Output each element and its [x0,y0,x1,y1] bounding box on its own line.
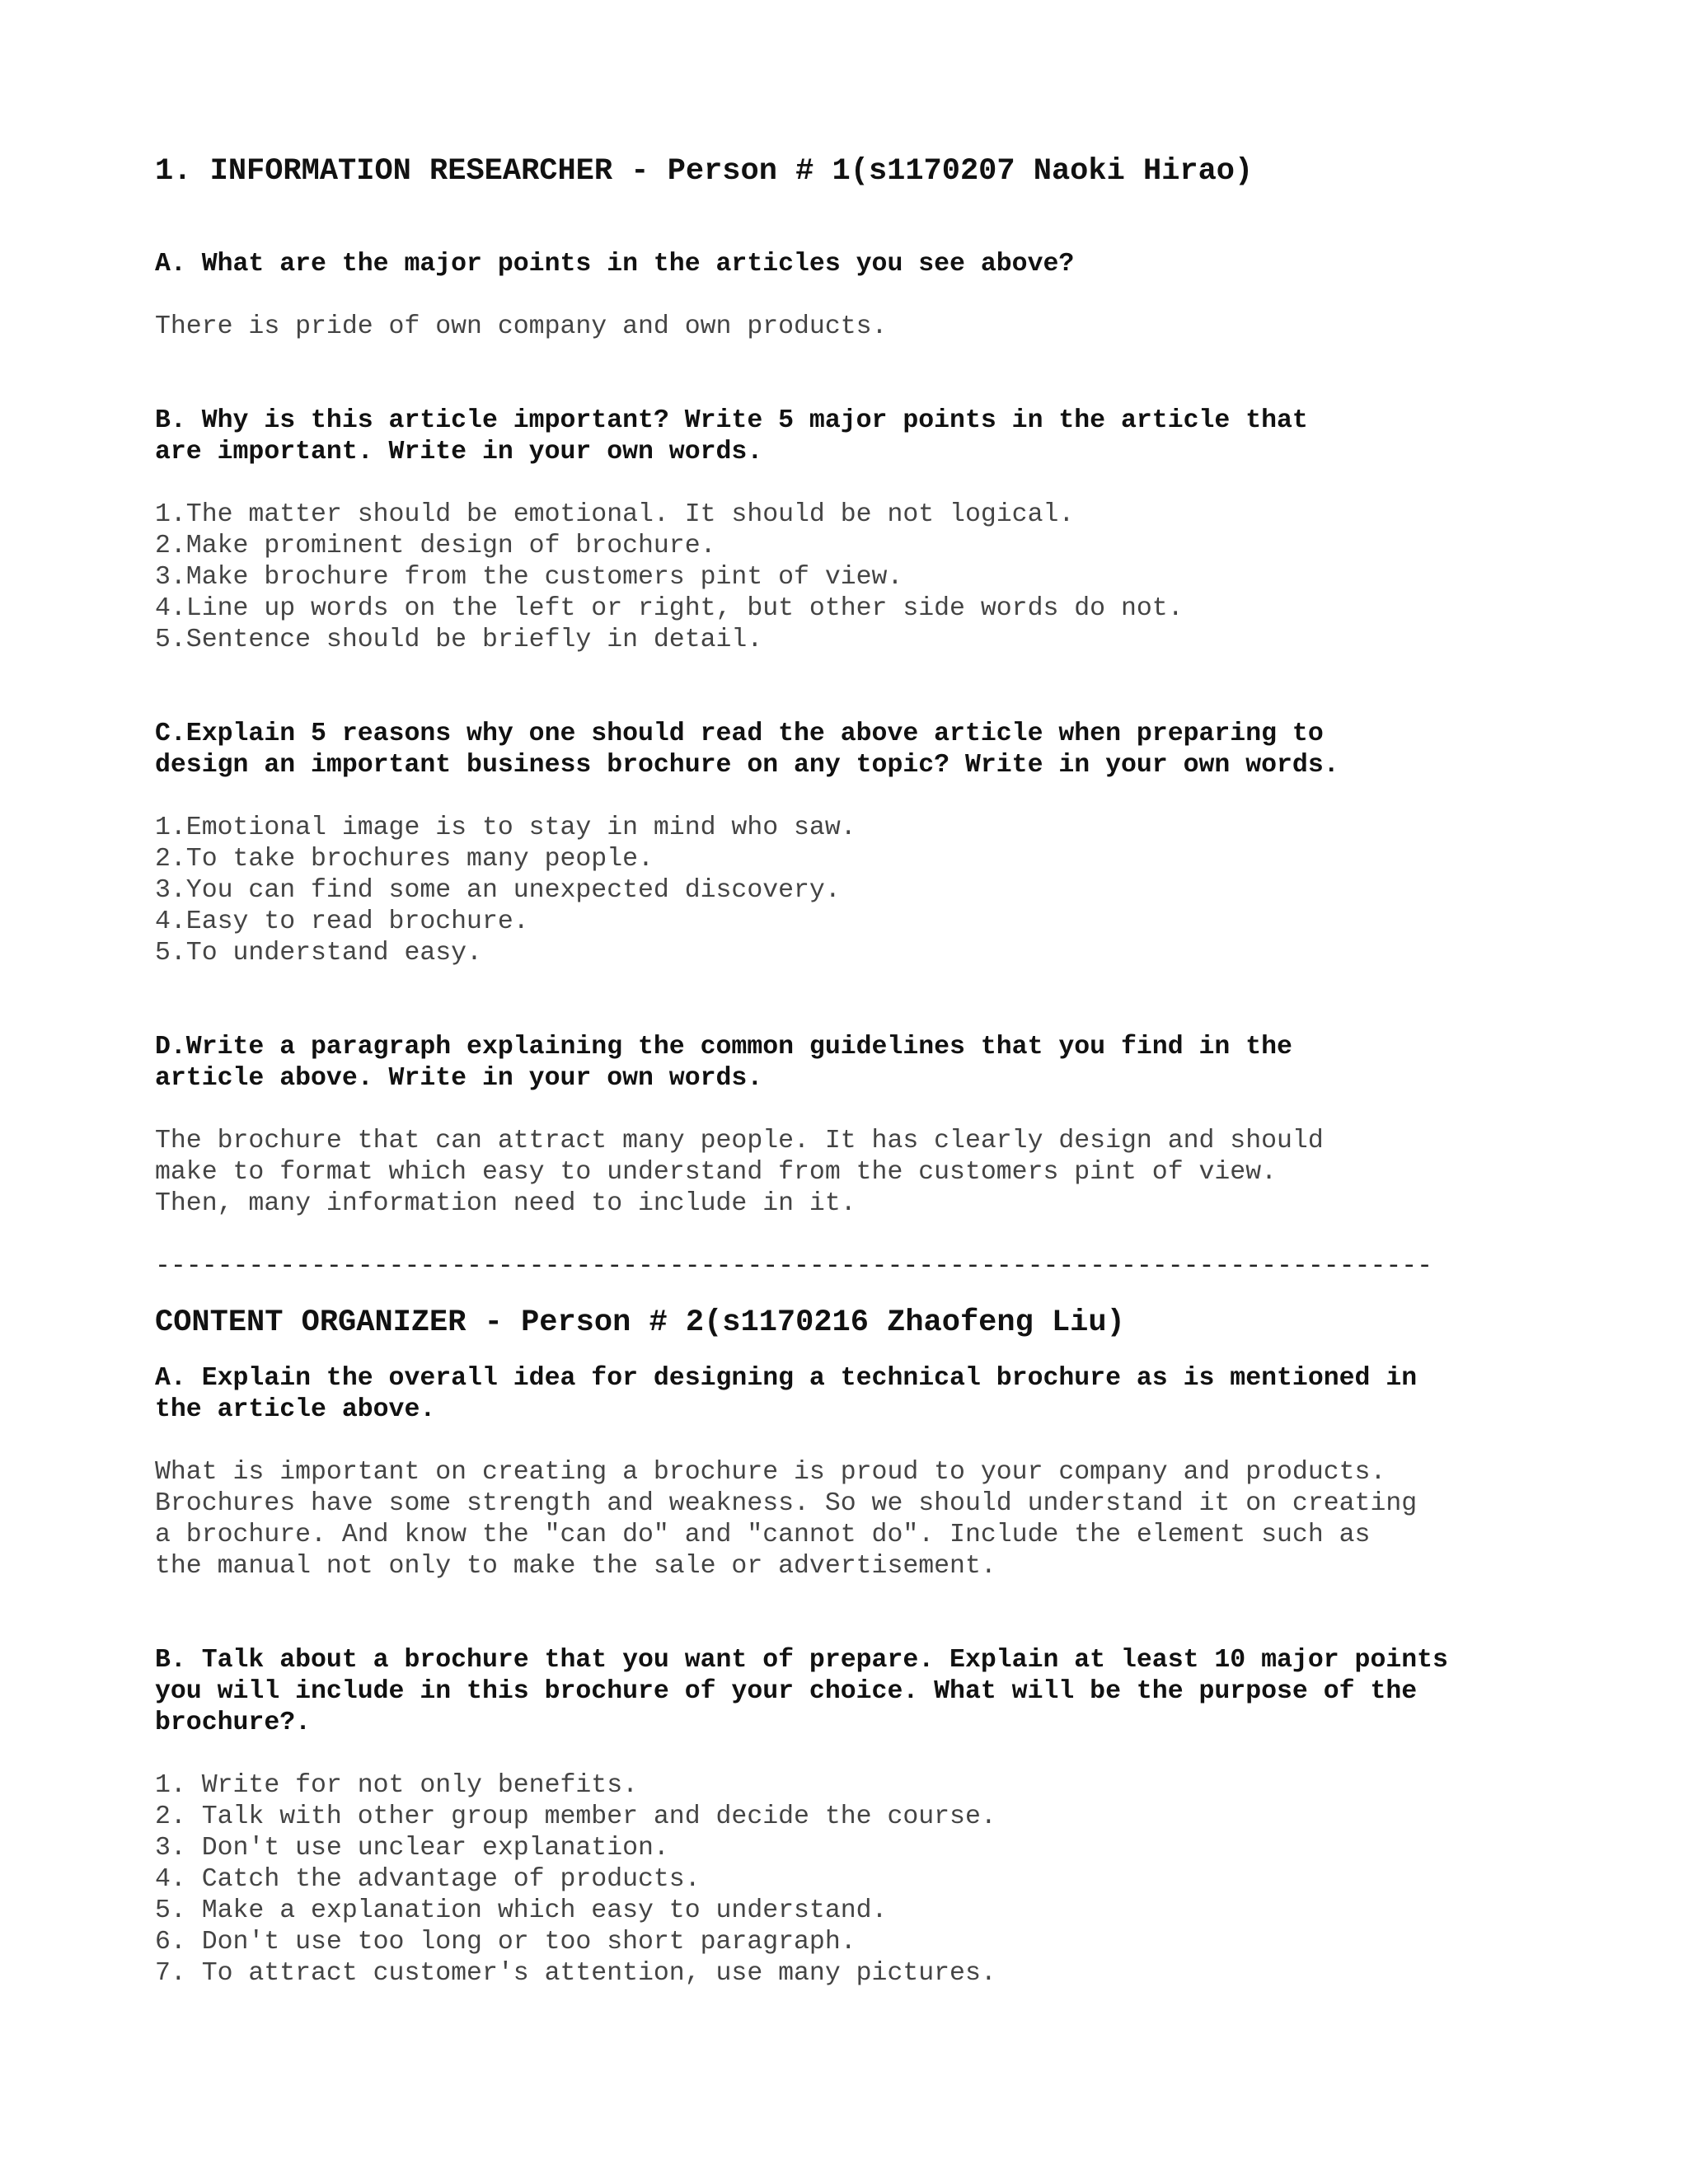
section-divider: ---------------------------------------------------------------------------------- [155,1252,1433,1281]
answer-line: There is pride of own company and own products. [155,312,888,341]
list-item: 1.Emotional image is to stay in mind who saw. [155,813,856,842]
list-item: 3. Don't use unclear explanation. [155,1834,669,1863]
question-line: are important. Write in your own words. [155,438,763,466]
answer-1b [155,499,1639,656]
question-line: article above. Write in your own words. [155,1064,763,1093]
list-item: 4.Easy to read brochure. [155,907,529,936]
list-item: 1.The matter should be emotional. It should be not logical. [155,500,1075,529]
list-item: 4. Catch the advantage of products. [155,1865,701,1894]
paragraph-line: Brochures have some strength and weakness. So we should understand it on creating [155,1489,1418,1518]
list-item: 1. Write for not only benefits. [155,1771,638,1800]
list-item: 5.Sentence should be briefly in detail. [155,626,763,654]
list-item: 2.Make prominent design of brochure. [155,532,716,560]
list-item: 2.To take brochures many people. [155,845,654,874]
question-line: B. Why is this article important? Write 5 major points in the article that [155,406,1308,435]
paragraph-line: a brochure. And know the "can do" and "cannot do". Include the element such as [155,1521,1371,1549]
answer-1a [155,312,1639,343]
question-line: brochure?. [155,1708,312,1737]
list-item: 5.To understand easy. [155,939,482,968]
paragraph-line: the manual not only to make the sale or advertisement. [155,1552,996,1581]
question-line: A. What are the major points in the articles you see above? [155,250,1075,279]
answer-2a [155,1457,1639,1582]
list-item: 6. Don't use too long or too short paragraph. [155,1928,856,1957]
list-item: 3.You can find some an unexpected discovery. [155,876,841,905]
list-item: 7. To attract customer's attention, use many pictures. [155,1959,996,1988]
question-line: B. Talk about a brochure that you want of prepare. Explain at least 10 major points [155,1646,1448,1675]
paragraph-line: What is important on creating a brochure is proud to your company and products. [155,1458,1386,1487]
question-2b [155,1645,1639,1739]
answer-2b [155,1770,1639,1990]
list-item: 3.Make brochure from the customers pint of view. [155,563,903,592]
question-1a [155,249,1639,280]
question-line: C.Explain 5 reasons why one should read the above article when preparing to [155,719,1324,748]
list-item: 2. Talk with other group member and decide the course. [155,1802,996,1831]
paragraph-line: The brochure that can attract many people. It has clearly design and should [155,1127,1324,1155]
section-2-title: CONTENT ORGANIZER - Person # 2(s1170216 Zhaofeng Liu) [155,1305,1125,1340]
question-1c [155,719,1639,781]
list-item: 5. Make a explanation which easy to understand. [155,1896,888,1925]
document-page [155,152,1639,1990]
question-1b [155,405,1639,468]
answer-1c [155,813,1639,969]
section-1-title: 1. INFORMATION RESEARCHER - Person # 1(s1170207 Naoki Hirao) [155,154,1254,189]
paragraph-line: make to format which easy to understand from the customers pint of view. [155,1158,1278,1187]
question-2a [155,1363,1639,1426]
question-line: design an important business brochure on any topic? Write in your own words. [155,751,1339,780]
list-item: 4.Line up words on the left or right, but other side words do not. [155,594,1184,623]
answer-1d [155,1126,1639,1220]
question-line: D.Write a paragraph explaining the common guidelines that you find in the [155,1033,1292,1062]
question-line: A. Explain the overall idea for designing a technical brochure as is mentioned in [155,1364,1418,1393]
paragraph-line: Then, many information need to include in it. [155,1189,856,1218]
question-line: the article above. [155,1395,436,1424]
question-1d [155,1032,1639,1094]
question-line: you will include in this brochure of your choice. What will be the purpose of the [155,1677,1418,1706]
